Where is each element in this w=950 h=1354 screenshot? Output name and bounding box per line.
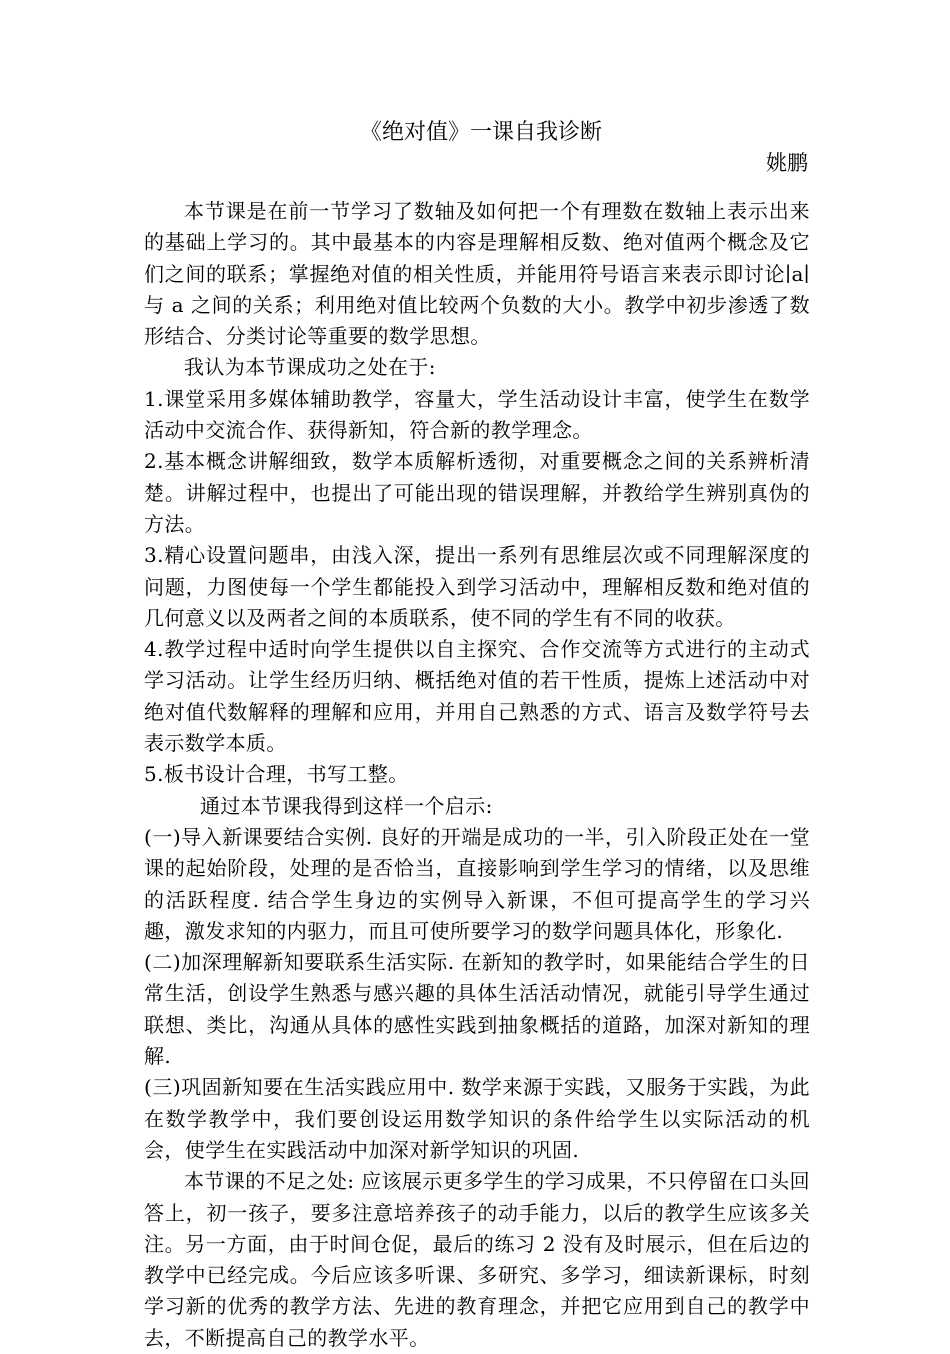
insight-point-3: (三)巩固新知要在生活实践应用中. 数学来源于实践，又服务于实践，为此在数学教学中，我们要创设运用数学知识的条件给学生以实际活动的机会，使学生在实践活动中加深对新学知识的巩固. <box>144 1075 810 1162</box>
insight-point-1: (一)导入新课要结合实例. 良好的开端是成功的一半，引入阶段正处在一堂课的起始阶段，处理的是否恰当，直接影响到学生学习的情绪，以及思维的活跃程度. 结合学生身边的实例导入新课，不但可提高学生的学习兴趣，激发求知的内驱力，而且可使所要学习的数学问题具体化，形象化. <box>144 824 810 943</box>
success-point-4: 4.教学过程中适时向学生提供以自主探究、合作交流等方式进行的主动式学习活动。让学生经历归纳、概括绝对值的若干性质，提炼上述活动中对绝对值代数解释的理解和应用，并用自己熟悉的方式、语言及数学符号去表示数学本质。 <box>144 637 810 756</box>
success-point-3: 3.精心设置问题串，由浅入深，提出一系列有思维层次或不同理解深度的问题，力图使每一个学生都能投入到学习活动中，理解相反数和绝对值的几何意义以及两者之间的本质联系，使不同的学生有不同的收获。 <box>144 543 810 630</box>
author-name: 姚鹏 <box>766 151 808 175</box>
success-point-5: 5.板书设计合理，书写工整。 <box>144 762 409 787</box>
insight-heading: 通过本节课我得到这样一个启示: <box>200 793 493 818</box>
insight-point-2: (二)加深理解新知要联系生活实际. 在新知的教学时，如果能结合学生的日常生活，创设学生熟悉与感兴趣的具体生活活动情况，就能引导学生通过联想、类比，沟通从具体的感性实践到抽象概括的道路，加深对新知的理解. <box>144 950 810 1069</box>
success-point-1: 1.课堂采用多媒体辅助教学，容量大，学生活动设计丰富，使学生在数学活动中交流合作、获得新知，符合新的教学理念。 <box>144 386 810 443</box>
intro-paragraph: 本节课是在前一节学习了数轴及如何把一个有理数在数轴上表示出来的基础上学习的。其中最基本的内容是理解相反数、绝对值两个概念及它们之间的联系；掌握绝对值的相关性质，并能用符号语言来表示即讨论∣a∣与 a 之间的关系；利用绝对值比较两个负数的大小。教学中初步渗透了数形结合、分类讨论等重要的数学思想。 <box>144 199 810 349</box>
document-body <box>144 118 810 1354</box>
success-heading: 我认为本节课成功之处在于: <box>184 355 436 380</box>
shortcomings-paragraph: 本节课的不足之处: 应该展示更多学生的学习成果，不只停留在口头回答上，初一孩子，要多注意培养孩子的动手能力，以后的教学生应该多关注。另一方面，由于时间仓促，最后的练习 2 没有及时展示，但在后边的教学中已经完成。今后应该多听课、多研究、多学习，细读新课标，时刻学习新的优秀的教学方法、先进的教育理念，并把它应用到自己的教学中去，不断提高自己的教学水平。 <box>144 1169 810 1350</box>
document-title: 《绝对值》一课自我诊断 <box>359 120 602 145</box>
success-point-2: 2.基本概念讲解细致，数学本质解析透彻，对重要概念之间的关系辨析清楚。讲解过程中，也提出了可能出现的错误理解，并教给学生辨别真伪的方法。 <box>144 449 810 536</box>
